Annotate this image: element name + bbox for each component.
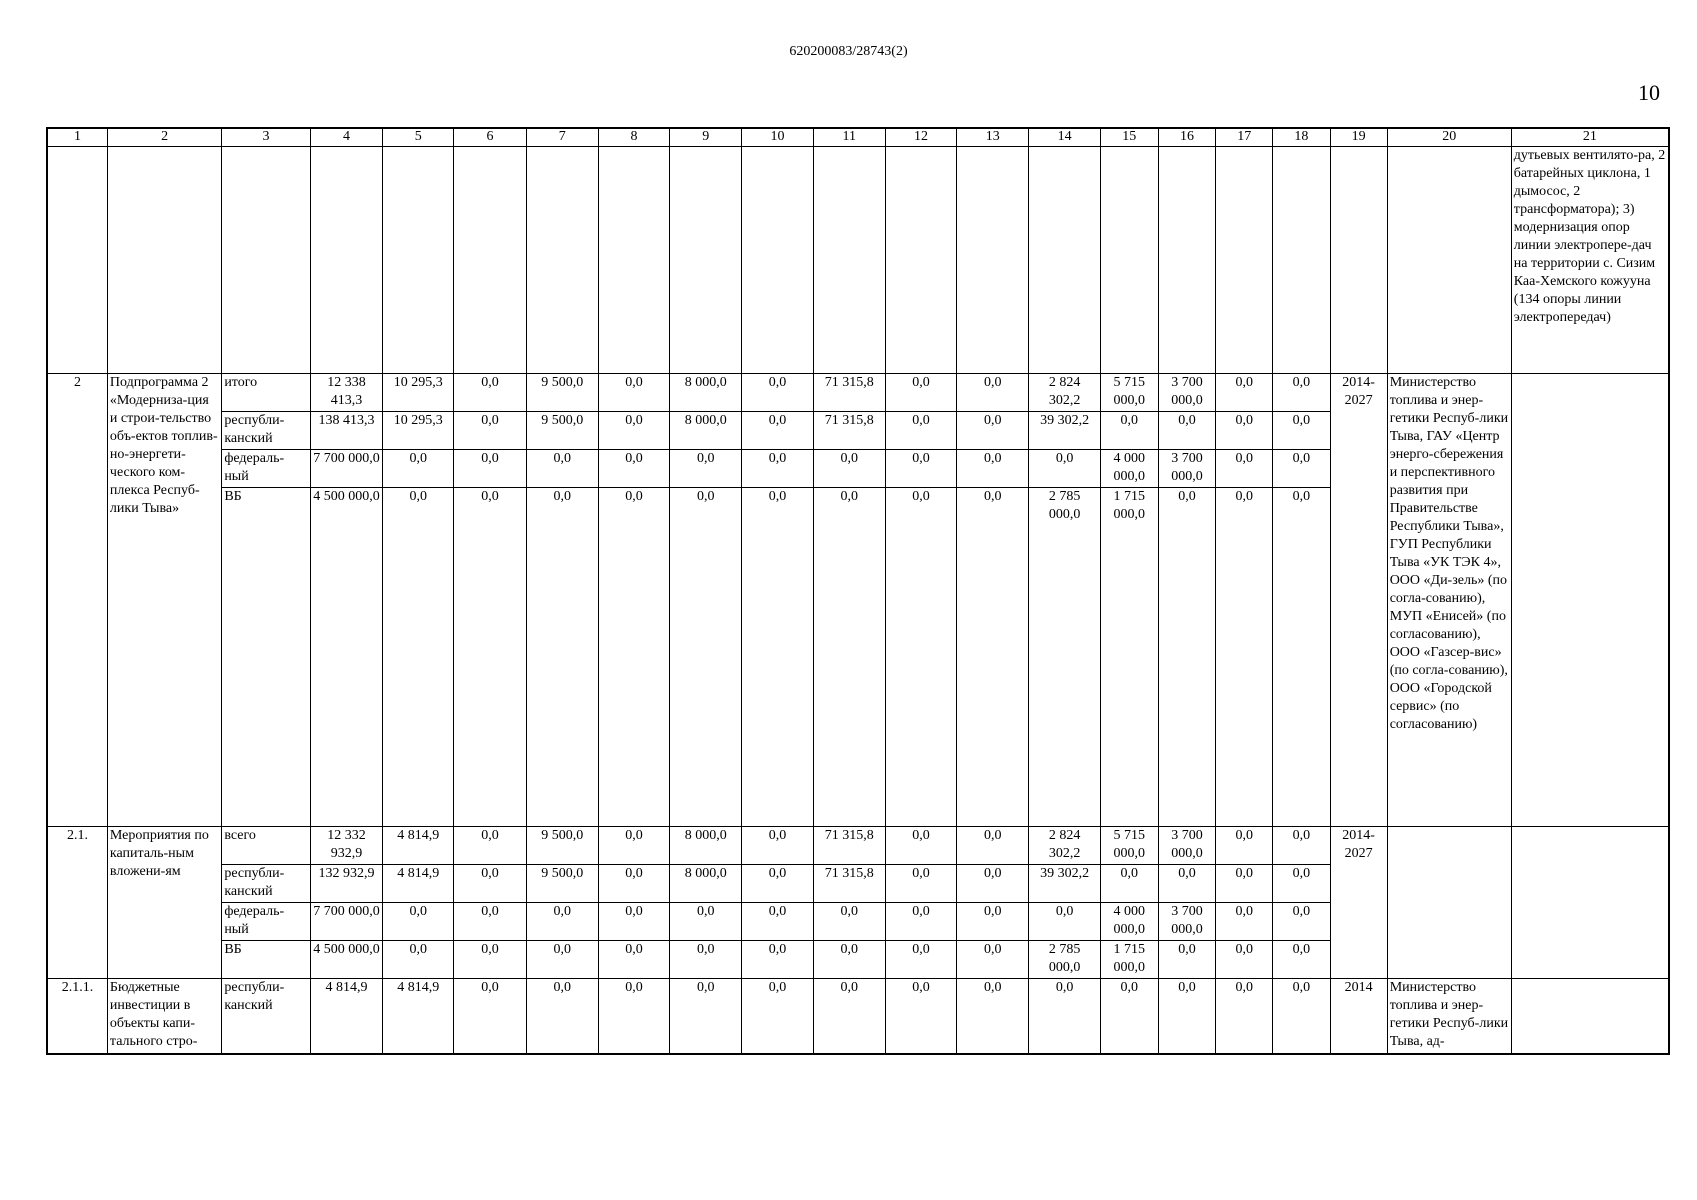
funding-source: итого bbox=[222, 374, 310, 412]
value-cell: 0,0 bbox=[1216, 827, 1273, 865]
value-cell: 39 302,2 bbox=[1029, 865, 1100, 903]
value-cell: 0,0 bbox=[1100, 865, 1158, 903]
funding-source: республи-канский bbox=[222, 412, 310, 450]
value-cell: 0,0 bbox=[454, 412, 526, 450]
value-cell: 0,0 bbox=[383, 941, 454, 979]
table-row bbox=[47, 374, 1669, 412]
column-header: 5 bbox=[383, 128, 454, 147]
value-cell: 0,0 bbox=[1216, 979, 1273, 1055]
value-cell: 3 700 000,0 bbox=[1158, 374, 1215, 412]
value-cell: 0,0 bbox=[454, 941, 526, 979]
column-header: 17 bbox=[1216, 128, 1273, 147]
value-cell: 0,0 bbox=[1029, 450, 1100, 488]
value-cell: 0,0 bbox=[885, 374, 956, 412]
value-cell: 0,0 bbox=[1029, 903, 1100, 941]
table-row bbox=[47, 979, 1669, 1055]
value-cell: 0,0 bbox=[885, 941, 956, 979]
value-cell: 12 332 932,9 bbox=[310, 827, 382, 865]
page-number: 10 bbox=[1638, 80, 1660, 105]
funding-source: всего bbox=[222, 827, 310, 865]
column-header: 4 bbox=[310, 128, 382, 147]
value-cell: 12 338 413,3 bbox=[310, 374, 382, 412]
executor-cell: Министерство топлива и энер-гетики Респуб-лики Тыва, ГАУ «Центр энерго-сбережения и перспективного развития при Правительстве Республики Тыва», ГУП Республики Тыва «УК ТЭК 4», ООО «Ди-зель» (по согла-сованию), МУП «Енисей» (по согласованию), ООО «Газсер-вис» (по согла-сованию), ООО «Городской сервис» (по согласованию) bbox=[1387, 374, 1511, 827]
value-cell: 0,0 bbox=[670, 941, 742, 979]
continuation-row bbox=[47, 147, 1669, 374]
column-header: 1 bbox=[47, 128, 107, 147]
value-cell: 0,0 bbox=[526, 941, 598, 979]
value-cell: 0,0 bbox=[598, 941, 669, 979]
value-cell: 4 814,9 bbox=[310, 979, 382, 1055]
column-header: 9 bbox=[670, 128, 742, 147]
value-cell: 0,0 bbox=[1158, 941, 1215, 979]
value-cell: 0,0 bbox=[454, 488, 526, 827]
result-cell bbox=[1511, 374, 1669, 827]
value-cell: 9 500,0 bbox=[526, 865, 598, 903]
value-cell: 0,0 bbox=[526, 903, 598, 941]
value-cell: 0,0 bbox=[1273, 450, 1330, 488]
value-cell: 0,0 bbox=[1273, 488, 1330, 827]
column-header: 13 bbox=[957, 128, 1029, 147]
value-cell: 39 302,2 bbox=[1029, 412, 1100, 450]
value-cell: 4 814,9 bbox=[383, 979, 454, 1055]
value-cell: 71 315,8 bbox=[813, 865, 885, 903]
value-cell: 0,0 bbox=[957, 979, 1029, 1055]
value-cell: 4 500 000,0 bbox=[310, 941, 382, 979]
value-cell: 0,0 bbox=[1273, 827, 1330, 865]
column-header: 7 bbox=[526, 128, 598, 147]
value-cell: 0,0 bbox=[670, 450, 742, 488]
value-cell: 10 295,3 bbox=[383, 374, 454, 412]
value-cell: 0,0 bbox=[1216, 374, 1273, 412]
value-cell: 0,0 bbox=[885, 979, 956, 1055]
value-cell: 0,0 bbox=[957, 488, 1029, 827]
value-cell: 71 315,8 bbox=[813, 412, 885, 450]
value-cell: 0,0 bbox=[742, 903, 813, 941]
value-cell: 0,0 bbox=[742, 865, 813, 903]
period-cell: 2014 bbox=[1330, 979, 1387, 1055]
column-number-row bbox=[47, 128, 1669, 147]
budget-table bbox=[46, 127, 1670, 1055]
value-cell: 0,0 bbox=[598, 412, 669, 450]
column-header: 18 bbox=[1273, 128, 1330, 147]
value-cell: 0,0 bbox=[598, 450, 669, 488]
value-cell: 0,0 bbox=[1273, 903, 1330, 941]
column-header: 20 bbox=[1387, 128, 1511, 147]
value-cell: 2 785 000,0 bbox=[1029, 488, 1100, 827]
value-cell: 0,0 bbox=[1273, 941, 1330, 979]
value-cell: 0,0 bbox=[1273, 374, 1330, 412]
value-cell: 0,0 bbox=[454, 903, 526, 941]
value-cell: 0,0 bbox=[957, 450, 1029, 488]
value-cell: 0,0 bbox=[598, 827, 669, 865]
value-cell: 0,0 bbox=[1216, 941, 1273, 979]
value-cell: 9 500,0 bbox=[526, 374, 598, 412]
column-header: 11 bbox=[813, 128, 885, 147]
value-cell: 0,0 bbox=[670, 979, 742, 1055]
value-cell: 0,0 bbox=[813, 941, 885, 979]
value-cell: 71 315,8 bbox=[813, 374, 885, 412]
value-cell: 0,0 bbox=[885, 865, 956, 903]
value-cell: 4 814,9 bbox=[383, 827, 454, 865]
value-cell: 0,0 bbox=[1273, 865, 1330, 903]
column-header: 8 bbox=[598, 128, 669, 147]
value-cell: 8 000,0 bbox=[670, 412, 742, 450]
value-cell: 3 700 000,0 bbox=[1158, 903, 1215, 941]
value-cell: 0,0 bbox=[1273, 412, 1330, 450]
funding-source: республи-канский bbox=[222, 979, 310, 1055]
value-cell: 0,0 bbox=[742, 450, 813, 488]
value-cell: 71 315,8 bbox=[813, 827, 885, 865]
value-cell: 0,0 bbox=[454, 450, 526, 488]
column-header: 2 bbox=[107, 128, 221, 147]
funding-source: республи-канский bbox=[222, 865, 310, 903]
value-cell: 0,0 bbox=[957, 941, 1029, 979]
value-cell: 10 295,3 bbox=[383, 412, 454, 450]
column-header: 14 bbox=[1029, 128, 1100, 147]
value-cell: 0,0 bbox=[526, 979, 598, 1055]
value-cell: 0,0 bbox=[1216, 903, 1273, 941]
result-cell bbox=[1511, 979, 1669, 1055]
value-cell: 0,0 bbox=[598, 979, 669, 1055]
table-row bbox=[47, 827, 1669, 865]
value-cell: 0,0 bbox=[885, 412, 956, 450]
column-header: 16 bbox=[1158, 128, 1215, 147]
value-cell: 8 000,0 bbox=[670, 865, 742, 903]
row-number: 2 bbox=[47, 374, 107, 827]
column-header: 10 bbox=[742, 128, 813, 147]
value-cell: 1 715 000,0 bbox=[1100, 941, 1158, 979]
value-cell: 0,0 bbox=[454, 374, 526, 412]
column-header: 3 bbox=[222, 128, 310, 147]
period-cell: 2014-2027 bbox=[1330, 374, 1387, 827]
value-cell: 5 715 000,0 bbox=[1100, 827, 1158, 865]
value-cell: 8 000,0 bbox=[670, 827, 742, 865]
value-cell: 0,0 bbox=[526, 450, 598, 488]
executor-cell: Министерство топлива и энер-гетики Респуб-лики Тыва, ад- bbox=[1387, 979, 1511, 1055]
value-cell: 2 785 000,0 bbox=[1029, 941, 1100, 979]
continuation-description: дутьевых вентилято-ра, 2 батарейных циклона, 1 дымосос, 2 трансформатора); 3) модернизация опор линии электропере-дач на территории с. Сизим Каа-Хемского кожууна (134 опоры линии электропередач) bbox=[1511, 147, 1669, 374]
value-cell: 0,0 bbox=[1029, 979, 1100, 1055]
value-cell: 4 500 000,0 bbox=[310, 488, 382, 827]
value-cell: 2 824 302,2 bbox=[1029, 374, 1100, 412]
column-header: 6 bbox=[454, 128, 526, 147]
value-cell: 0,0 bbox=[885, 488, 956, 827]
value-cell: 0,0 bbox=[885, 903, 956, 941]
value-cell: 0,0 bbox=[598, 865, 669, 903]
value-cell: 0,0 bbox=[454, 979, 526, 1055]
funding-source: федераль-ный bbox=[222, 903, 310, 941]
value-cell: 0,0 bbox=[1158, 979, 1215, 1055]
value-cell: 0,0 bbox=[598, 488, 669, 827]
value-cell: 0,0 bbox=[742, 979, 813, 1055]
value-cell: 0,0 bbox=[957, 865, 1029, 903]
value-cell: 0,0 bbox=[670, 903, 742, 941]
period-cell: 2014-2027 bbox=[1330, 827, 1387, 979]
program-name: Подпрограмма 2 «Модерниза-ция и строи-тельство объ-ектов топлив-но-энергети-ческого ком-плекса Респуб-лики Тыва» bbox=[107, 374, 221, 827]
funding-source: ВБ bbox=[222, 488, 310, 827]
value-cell: 0,0 bbox=[598, 374, 669, 412]
value-cell: 0,0 bbox=[813, 979, 885, 1055]
value-cell: 0,0 bbox=[1100, 979, 1158, 1055]
value-cell: 0,0 bbox=[1100, 412, 1158, 450]
value-cell: 0,0 bbox=[813, 450, 885, 488]
value-cell: 0,0 bbox=[742, 941, 813, 979]
value-cell: 0,0 bbox=[957, 412, 1029, 450]
row-number: 2.1. bbox=[47, 827, 107, 979]
value-cell: 0,0 bbox=[598, 903, 669, 941]
value-cell: 0,0 bbox=[742, 412, 813, 450]
executor-cell bbox=[1387, 827, 1511, 979]
program-name: Бюджетные инвестиции в объекты капи-тального стро- bbox=[107, 979, 221, 1055]
value-cell: 0,0 bbox=[1216, 488, 1273, 827]
value-cell: 4 000 000,0 bbox=[1100, 903, 1158, 941]
value-cell: 0,0 bbox=[957, 903, 1029, 941]
value-cell: 132 932,9 bbox=[310, 865, 382, 903]
value-cell: 8 000,0 bbox=[670, 374, 742, 412]
document-id: 620200083/28743(2) bbox=[789, 44, 908, 59]
program-name: Мероприятия по капиталь-ным вложени-ям bbox=[107, 827, 221, 979]
value-cell: 0,0 bbox=[957, 374, 1029, 412]
value-cell: 0,0 bbox=[742, 488, 813, 827]
value-cell: 0,0 bbox=[1273, 979, 1330, 1055]
value-cell: 0,0 bbox=[526, 488, 598, 827]
value-cell: 0,0 bbox=[885, 450, 956, 488]
value-cell: 5 715 000,0 bbox=[1100, 374, 1158, 412]
column-header: 15 bbox=[1100, 128, 1158, 147]
value-cell: 0,0 bbox=[813, 903, 885, 941]
column-header: 12 bbox=[885, 128, 956, 147]
value-cell: 0,0 bbox=[742, 827, 813, 865]
value-cell: 0,0 bbox=[885, 827, 956, 865]
result-cell bbox=[1511, 827, 1669, 979]
value-cell: 7 700 000,0 bbox=[310, 903, 382, 941]
value-cell: 0,0 bbox=[813, 488, 885, 827]
value-cell: 0,0 bbox=[1158, 865, 1215, 903]
value-cell: 4 814,9 bbox=[383, 865, 454, 903]
value-cell: 0,0 bbox=[670, 488, 742, 827]
value-cell: 1 715 000,0 bbox=[1100, 488, 1158, 827]
value-cell: 0,0 bbox=[454, 827, 526, 865]
value-cell: 0,0 bbox=[383, 450, 454, 488]
value-cell: 3 700 000,0 bbox=[1158, 827, 1215, 865]
value-cell: 0,0 bbox=[742, 374, 813, 412]
value-cell: 138 413,3 bbox=[310, 412, 382, 450]
value-cell: 2 824 302,2 bbox=[1029, 827, 1100, 865]
value-cell: 3 700 000,0 bbox=[1158, 450, 1215, 488]
row-number: 2.1.1. bbox=[47, 979, 107, 1055]
value-cell: 0,0 bbox=[1158, 488, 1215, 827]
value-cell: 9 500,0 bbox=[526, 412, 598, 450]
column-header: 21 bbox=[1511, 128, 1669, 147]
column-header: 19 bbox=[1330, 128, 1387, 147]
value-cell: 0,0 bbox=[454, 865, 526, 903]
value-cell: 0,0 bbox=[1158, 412, 1215, 450]
funding-source: федераль-ный bbox=[222, 450, 310, 488]
value-cell: 0,0 bbox=[383, 488, 454, 827]
value-cell: 4 000 000,0 bbox=[1100, 450, 1158, 488]
value-cell: 0,0 bbox=[1216, 865, 1273, 903]
value-cell: 0,0 bbox=[1216, 412, 1273, 450]
value-cell: 0,0 bbox=[383, 903, 454, 941]
value-cell: 0,0 bbox=[1216, 450, 1273, 488]
value-cell: 7 700 000,0 bbox=[310, 450, 382, 488]
value-cell: 9 500,0 bbox=[526, 827, 598, 865]
funding-source: ВБ bbox=[222, 941, 310, 979]
value-cell: 0,0 bbox=[957, 827, 1029, 865]
